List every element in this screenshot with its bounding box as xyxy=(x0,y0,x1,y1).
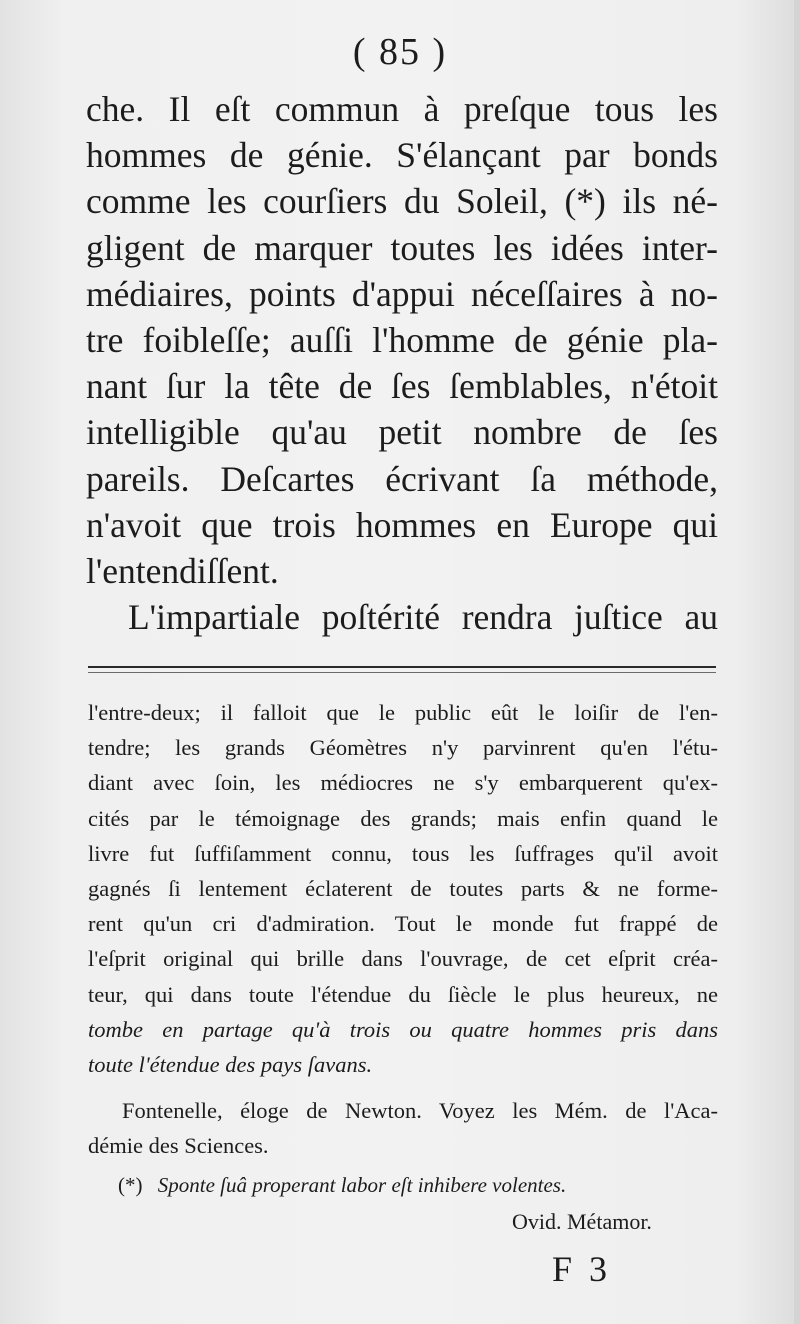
note-line: diant avec ſoin, les médiocres ne s'y embarquerent qu'ex- xyxy=(88,770,718,796)
text-line: médiaires, points d'appui néceſſaires à no- xyxy=(86,273,718,314)
note-line: gagnés ſi lentement éclaterent de toutes parts & ne forme- xyxy=(88,876,718,902)
text-line: comme les courſiers du Soleil, (*) ils né- xyxy=(86,181,718,222)
source-line: Fontenelle, éloge de Newton. Voyez les Mém. de l'Aca- xyxy=(122,1098,718,1123)
text-line: gligent de marquer toutes les idées inter- xyxy=(86,227,718,268)
text-line: n'avoit que trois hommes en Europe qui xyxy=(86,504,718,545)
note-line: livre fut ſuffiſamment connu, tous les ſuffrages qu'il avoit xyxy=(88,840,718,866)
footnote-mark: (*) xyxy=(118,1173,143,1197)
text-line: tre foibleſſe; auſſi l'homme de génie pla- xyxy=(86,320,718,361)
note-source xyxy=(88,1093,718,1163)
footnote-rule-thin xyxy=(88,672,716,673)
page-number: ( 85 ) xyxy=(352,31,448,73)
main-text xyxy=(86,86,718,640)
text-line: che. Il eſt commun à preſque tous les xyxy=(86,89,718,129)
note-line: teur, qui dans toute l'étendue du ſiècle le plus heureux, ne xyxy=(88,981,718,1007)
note-line: tendre; les grands Géomètres n'y parvinrent qu'en l'étu- xyxy=(88,735,718,761)
source-line: démie des Sciences. xyxy=(88,1133,269,1158)
footnote-rule xyxy=(88,666,716,668)
note-line: l'eſprit original qui brille dans l'ouvrage, de cet eſprit créa- xyxy=(88,946,718,972)
footnote-text: Sponte ſuâ properant labor eſt inhibere volentes. xyxy=(157,1173,567,1197)
note-line: rent qu'un cri d'admiration. Tout le monde fut frappé de xyxy=(88,911,718,937)
note-line: cités par le témoignage des grands; mais enfin quand le xyxy=(88,805,718,831)
note-line-italic: tombe en partage qu'à trois ou quatre hommes pris dans xyxy=(88,1016,718,1042)
note-line: l'entre-deux; il falloit que le public eût le loiſir de l'en- xyxy=(88,700,718,725)
text-line: L'impartiale poſtérité rendra juſtice au xyxy=(128,597,718,638)
note-line-italic: toute l'étendue des pays ſavans. xyxy=(88,1052,373,1078)
footnote xyxy=(118,1169,718,1201)
text-line: l'entendiſſent. xyxy=(86,551,279,592)
signature-mark: F 3 xyxy=(552,1249,612,1289)
footnote-source: Ovid. Métamor. xyxy=(512,1209,652,1234)
page-edge xyxy=(794,0,800,1324)
text-line: intelligible qu'au petit nombre de ſes xyxy=(86,412,718,453)
text-line: hommes de génie. S'élançant par bonds xyxy=(86,135,718,176)
footnote-continuation xyxy=(88,695,718,1082)
text-line: nant ſur la tête de ſes ſemblables, n'étoit xyxy=(86,366,718,407)
text-line: pareils. Deſcartes écrivant ſa méthode, xyxy=(86,458,718,499)
